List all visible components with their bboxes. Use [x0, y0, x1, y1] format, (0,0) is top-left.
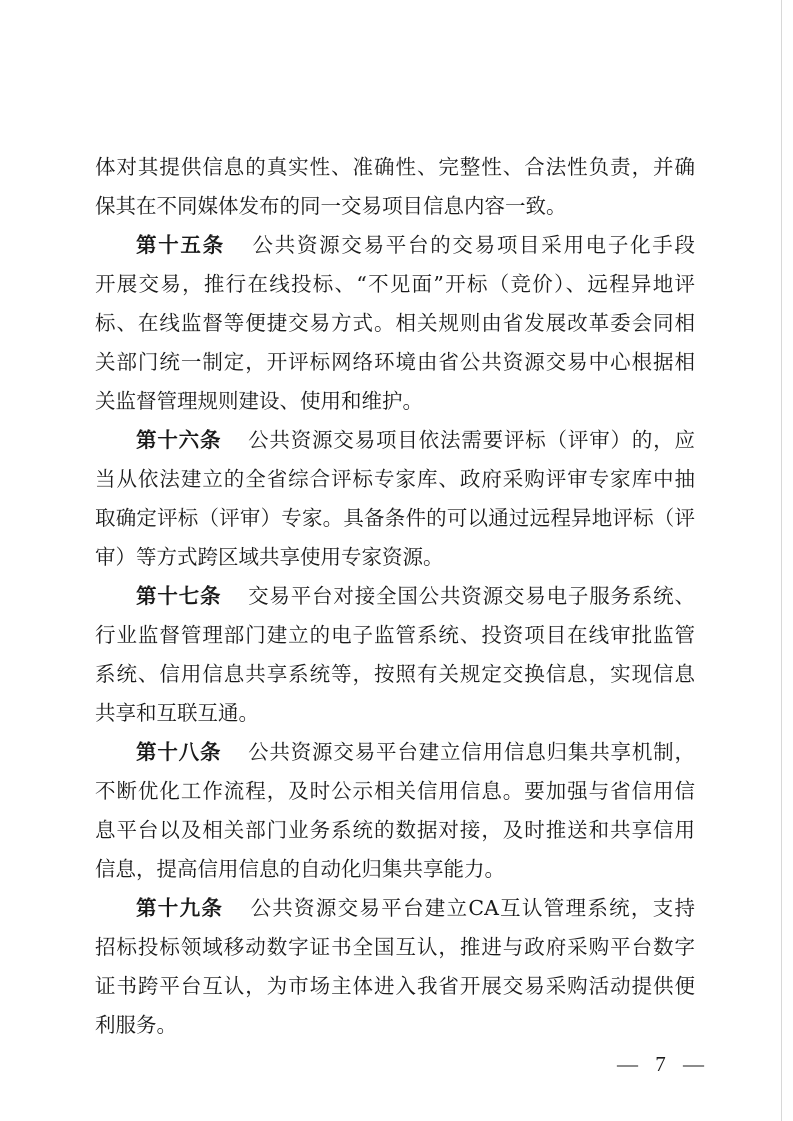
paragraph-line: 体对其提供信息的真实性、准确性、完整性、合法性负责，并确	[95, 155, 695, 179]
paragraph-line: 证书跨平台互认，为市场主体进入我省开展交易采购活动提供便	[95, 974, 695, 998]
page-number: — 7 —	[617, 1052, 710, 1076]
paragraph-line: 息平台以及相关部门业务系统的数据对接，及时推送和共享信用	[95, 818, 695, 842]
paragraph-line-text: 公共资源交易平台建立信用信息归集共享机制，	[247, 740, 695, 764]
paragraph-line-text: 公共资源交易项目依法需要评标（评审）的，应	[247, 428, 695, 452]
paragraph-line-text: 交易平台对接全国公共资源交易电子服务系统、	[247, 584, 695, 608]
article-15-first-line	[136, 233, 695, 257]
article-number: 第十五条	[136, 233, 225, 257]
article-18-first-line	[136, 740, 695, 764]
paragraph-line: 系统、信用信息共享系统等，按照有关规定交换信息，实现信息	[95, 662, 695, 686]
article-number: 第十九条	[136, 896, 224, 920]
article-16-first-line	[136, 428, 695, 452]
paragraph-line: 保其在不同媒体发布的同一交易项目信息内容一致。	[95, 194, 567, 218]
article-number: 第十八条	[136, 740, 222, 764]
paragraph-line: 信息，提高信用信息的自动化归集共享能力。	[95, 857, 505, 881]
paragraph-line-text: 公共资源交易平台的交易项目采用电子化手段	[250, 233, 696, 257]
article-number: 第十六条	[136, 428, 222, 452]
paragraph-line: 审）等方式跨区域共享使用专家资源。	[95, 545, 444, 569]
paragraph-line: 不断优化工作流程，及时公示相关信用信息。要加强与省信用信	[95, 779, 695, 803]
article-number: 第十七条	[136, 584, 222, 608]
paragraph-line: 关监督管理规则建设、使用和维护。	[95, 389, 423, 413]
paragraph-line: 利服务。	[95, 1013, 177, 1037]
paragraph-line: 标、在线监督等便捷交易方式。相关规则由省发展改革委会同相	[95, 311, 695, 335]
paragraph-line: 行业监督管理部门建立的电子监管系统、投资项目在线审批监管	[95, 623, 695, 647]
paragraph-line: 开展交易，推行在线投标、“不见面”开标（竞价）、远程异地评	[95, 272, 695, 296]
paragraph-line: 取确定评标（评审）专家。具备条件的可以通过远程异地评标（评	[95, 506, 695, 530]
paragraph-line: 共享和互联互通。	[95, 701, 259, 725]
article-17-first-line	[136, 584, 695, 608]
article-19-first-line	[136, 896, 695, 920]
paragraph-line: 当从依法建立的全省综合评标专家库、政府采购评审专家库中抽	[95, 467, 695, 491]
scan-edge-divider	[781, 0, 782, 1121]
paragraph-line-text: 公共资源交易平台建立CA互认管理系统，支持	[249, 896, 695, 920]
paragraph-line: 招标投标领域移动数字证书全国互认，推进与政府采购平台数字	[95, 935, 695, 959]
paragraph-line: 关部门统一制定，开评标网络环境由省公共资源交易中心根据相	[95, 350, 695, 374]
